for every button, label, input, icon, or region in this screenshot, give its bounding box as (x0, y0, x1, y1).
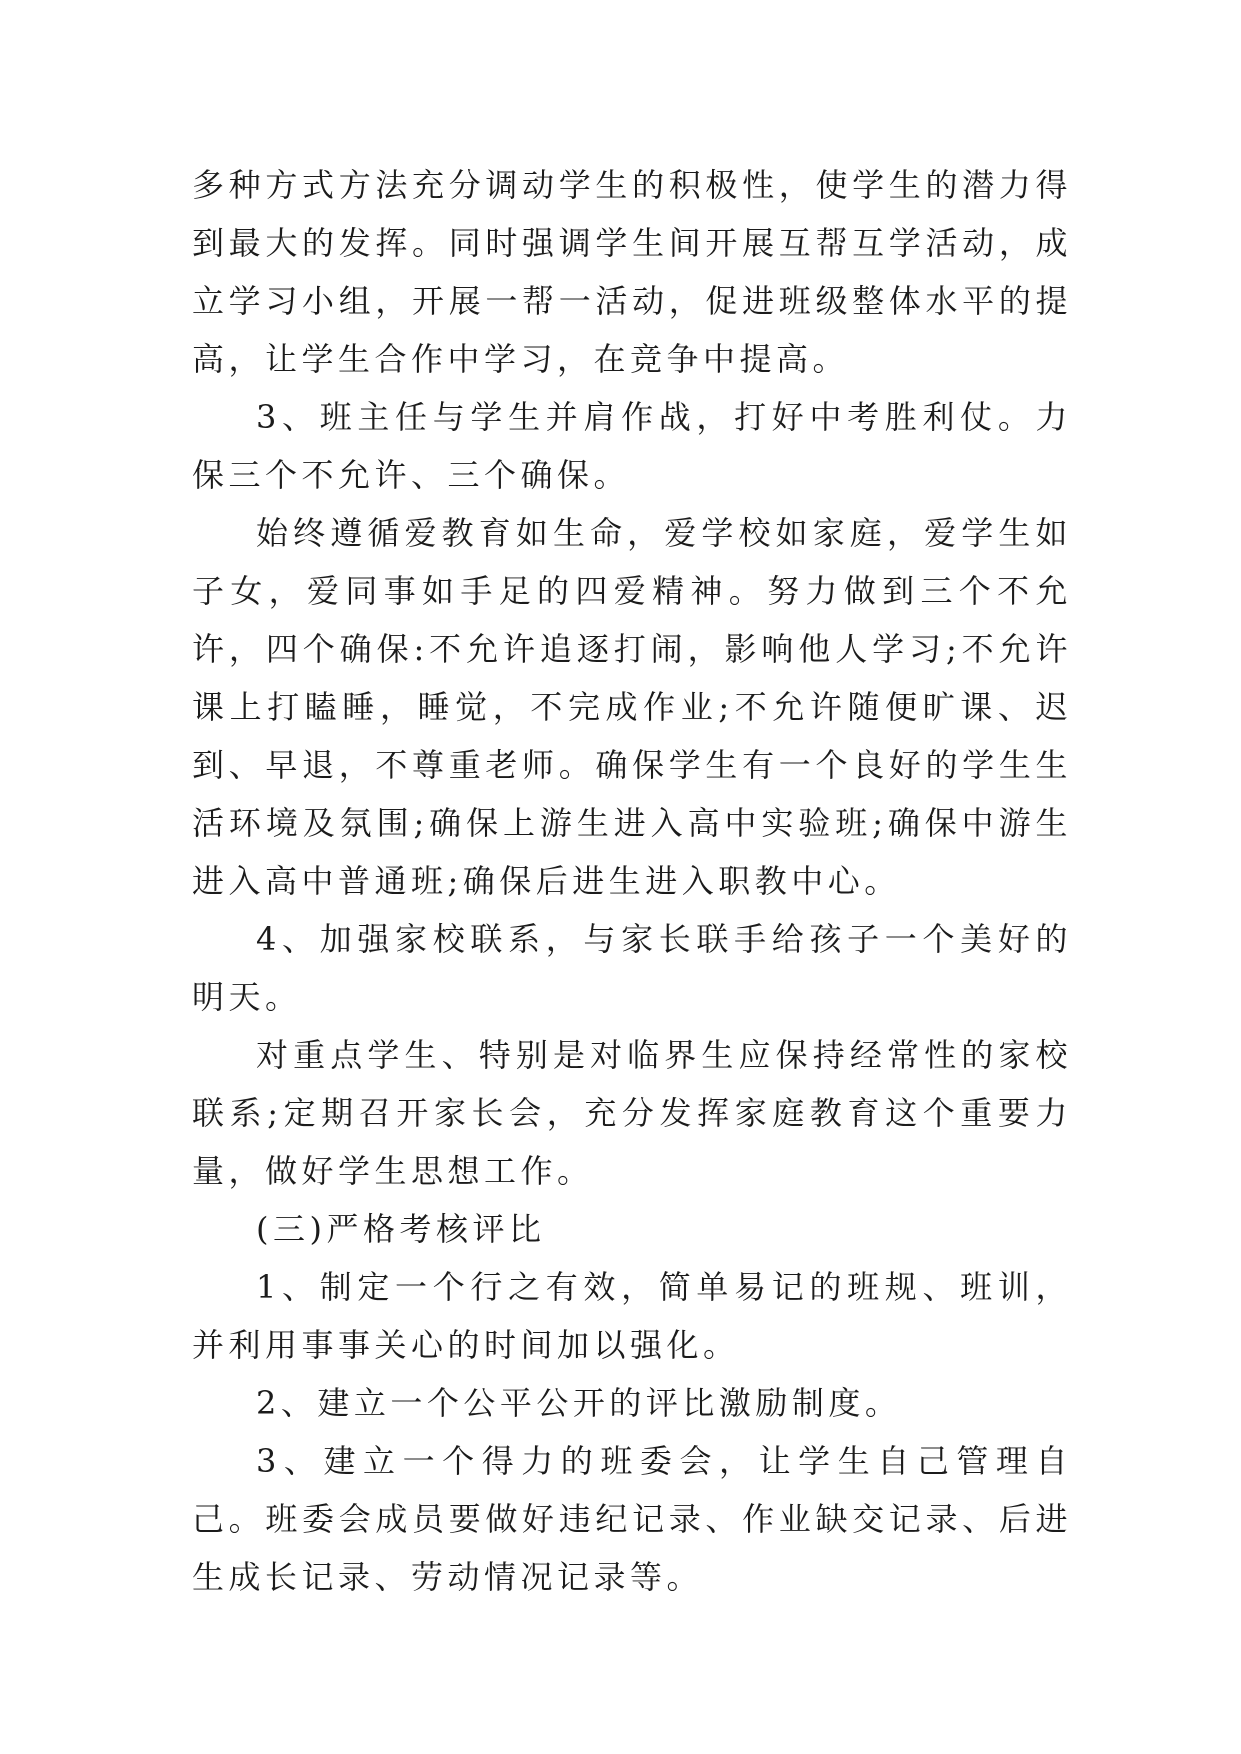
paragraph-item-3-class-committee: 3、建立一个得力的班委会，让学生自己管理自己。班委会成员要做好违纪记录、作业缺交记录、后进生成长记录、劳动情况记录等。 (192, 1442, 1072, 1596)
paragraph-key-students: 对重点学生、特别是对临界生应保持经常性的家校联系;定期召开家长会，充分发挥家庭教育这个重要力量，做好学生思想工作。 (192, 1036, 1072, 1190)
paragraph-item-4-home-school: 4、加强家校联系，与家长联手给孩子一个美好的明天。 (192, 920, 1072, 1016)
paragraph-item-2-evaluation: 2、建立一个公平公开的评比激励制度。 (256, 1384, 902, 1422)
paragraph-item-1-class-rules: 1、制定一个行之有效，简单易记的班规、班训，并利用事事关心的时间加以强化。 (192, 1268, 1072, 1364)
section-heading-assessment: (三)严格考核评比 (256, 1210, 546, 1248)
paragraph-continuation: 多种方式方法充分调动学生的积极性，使学生的潜力得到最大的发挥。同时强调学生间开展互帮互学活动，成立学习小组，开展一帮一活动，促进班级整体水平的提高，让学生合作中学习，在竞争中提高。 (192, 166, 1072, 378)
paragraph-four-loves: 始终遵循爱教育如生命，爱学校如家庭，爱学生如子女，爱同事如手足的四爱精神。努力做到三个不允许，四个确保:不允许追逐打闹，影响他人学习;不允许课上打瞌睡，睡觉，不完成作业;不允许随便旷课、迟到、早退，不尊重老师。确保学生有一个良好的学生生活环境及氛围;确保上游生进入高中实验班;确保中游生进入高中普通班;确保后进生进入职教中心。 (192, 514, 1072, 900)
document-body (192, 156, 1072, 1606)
paragraph-item-3-teacher-students: 3、班主任与学生并肩作战，打好中考胜利仗。力保三个不允许、三个确保。 (192, 398, 1072, 494)
